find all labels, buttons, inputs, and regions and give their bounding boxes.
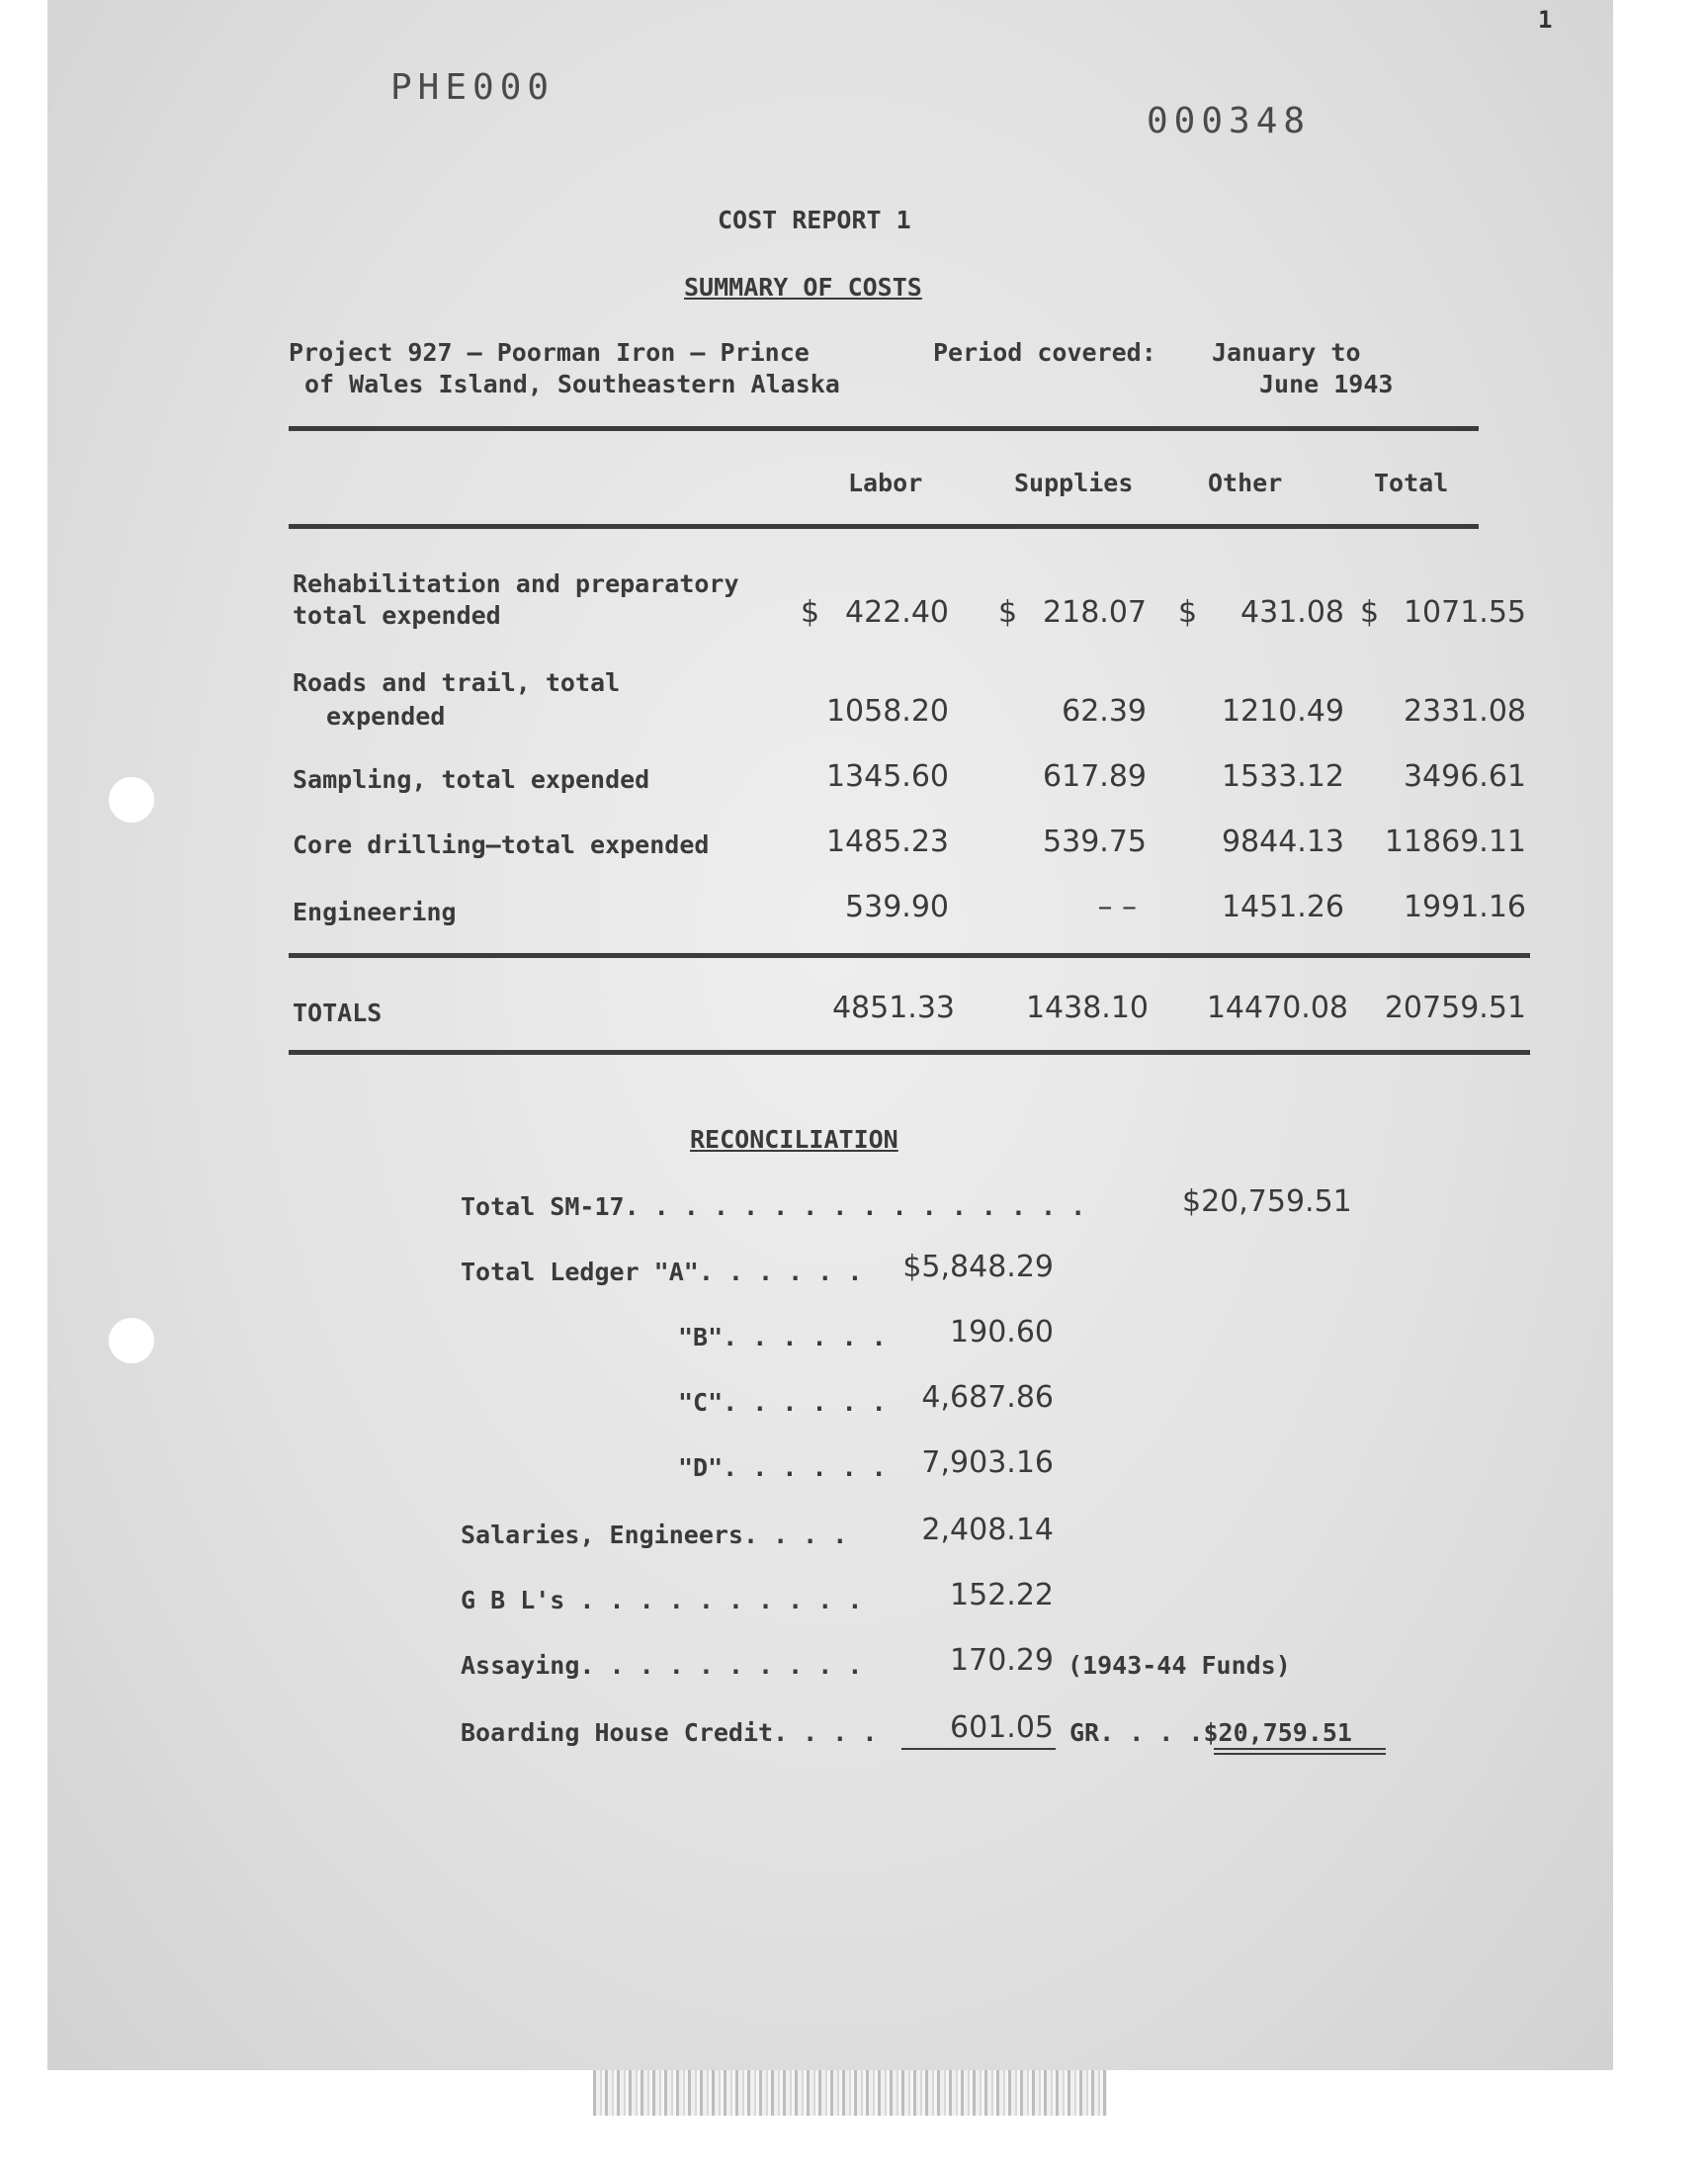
total-supplies: 1438.10 bbox=[1025, 991, 1149, 1025]
row-label: expended bbox=[326, 702, 446, 731]
row-label: total expended bbox=[293, 601, 501, 630]
table-top-rule bbox=[289, 426, 1479, 431]
recon-label: "B". . . . . . bbox=[678, 1323, 887, 1351]
totals-top-rule bbox=[289, 953, 1530, 958]
cell-labor: 1345.60 bbox=[825, 759, 949, 794]
cell-total: 11869.11 bbox=[1384, 825, 1526, 859]
recon-label: Assaying. . . . . . . . . . bbox=[461, 1651, 863, 1680]
cell-labor: 1058.20 bbox=[825, 694, 949, 729]
recon-label: Salaries, Engineers. . . . bbox=[461, 1521, 848, 1549]
period-line-1: January to bbox=[1212, 338, 1361, 367]
cell-total: 3496.61 bbox=[1403, 759, 1526, 794]
recon-amount: $5,848.29 bbox=[902, 1250, 1054, 1284]
cell-total: 2331.08 bbox=[1403, 694, 1526, 729]
total-labor: 4851.33 bbox=[831, 991, 955, 1025]
recon-label: "C". . . . . . bbox=[678, 1388, 887, 1417]
recon-amount: 190.60 bbox=[950, 1315, 1054, 1349]
period-label: Period covered: bbox=[933, 338, 1156, 367]
currency-symbol: $ bbox=[801, 595, 820, 630]
recon-extra: $20,759.51 bbox=[1182, 1184, 1352, 1219]
cell-other: 1451.26 bbox=[1221, 890, 1344, 924]
cell-other: 1533.12 bbox=[1221, 759, 1344, 794]
scan-artifact-stripe bbox=[593, 2070, 1107, 2116]
cell-labor: 422.40 bbox=[845, 595, 949, 630]
report-subtitle: SUMMARY OF COSTS bbox=[684, 273, 922, 302]
stamp-left: PHE000 bbox=[390, 67, 555, 108]
credit-underline bbox=[901, 1748, 1056, 1750]
recon-amount: 4,687.86 bbox=[921, 1380, 1054, 1415]
cell-supplies: – – bbox=[1097, 890, 1137, 924]
cell-supplies: 62.39 bbox=[1062, 694, 1147, 729]
table-header-rule bbox=[289, 524, 1479, 529]
cell-total: 1991.16 bbox=[1403, 890, 1526, 924]
cell-labor: 539.90 bbox=[845, 890, 949, 924]
page-number: 1 bbox=[1538, 6, 1553, 34]
recon-extra: GR. . . .$20,759.51 bbox=[1069, 1718, 1352, 1747]
cell-other: 9844.13 bbox=[1221, 825, 1344, 859]
recon-extra: (1943-44 Funds) bbox=[1068, 1651, 1291, 1680]
cell-supplies: 617.89 bbox=[1043, 759, 1147, 794]
cell-total: 1071.55 bbox=[1403, 595, 1526, 630]
col-header-labor: Labor bbox=[848, 469, 923, 497]
recon-label: Boarding House Credit. . . . bbox=[461, 1718, 878, 1747]
col-header-supplies: Supplies bbox=[1014, 469, 1134, 497]
recon-amount: 2,408.14 bbox=[921, 1513, 1054, 1547]
cell-other: 1210.49 bbox=[1221, 694, 1344, 729]
currency-symbol: $ bbox=[998, 595, 1018, 630]
cell-supplies: 539.75 bbox=[1043, 825, 1147, 859]
recon-amount: 601.05 bbox=[950, 1710, 1054, 1745]
cell-other: 431.08 bbox=[1240, 595, 1344, 630]
recon-amount: 170.29 bbox=[950, 1643, 1054, 1678]
scanned-page bbox=[47, 0, 1613, 2070]
reconciliation-heading: RECONCILIATION bbox=[690, 1125, 898, 1154]
binder-hole-bottom bbox=[109, 1318, 154, 1363]
table-bottom-rule bbox=[289, 1050, 1530, 1055]
stamp-right: 000348 bbox=[1147, 101, 1312, 141]
totals-label: TOTALS bbox=[293, 999, 383, 1027]
total-other: 14470.08 bbox=[1206, 991, 1348, 1025]
project-line-2: of Wales Island, Southeastern Alaska bbox=[304, 370, 840, 398]
project-line-1: Project 927 – Poorman Iron – Prince bbox=[289, 338, 810, 367]
binder-hole-top bbox=[109, 777, 154, 823]
col-header-total: Total bbox=[1374, 469, 1449, 497]
col-header-other: Other bbox=[1208, 469, 1283, 497]
total-total: 20759.51 bbox=[1384, 991, 1526, 1025]
recon-amount: 152.22 bbox=[950, 1578, 1054, 1612]
recon-amount: 7,903.16 bbox=[921, 1445, 1054, 1480]
period-line-2: June 1943 bbox=[1259, 370, 1394, 398]
row-label: Sampling, total expended bbox=[293, 765, 650, 794]
recon-label: "D". . . . . . bbox=[678, 1453, 887, 1482]
recon-label: G B L's . . . . . . . . . . bbox=[461, 1586, 863, 1614]
grand-total-double-underline bbox=[1214, 1748, 1386, 1755]
row-label: Rehabilitation and preparatory bbox=[293, 569, 739, 598]
row-label: Engineering bbox=[293, 898, 457, 926]
currency-symbol: $ bbox=[1360, 595, 1380, 630]
row-label: Core drilling–total expended bbox=[293, 830, 710, 859]
row-label: Roads and trail, total bbox=[293, 668, 621, 697]
currency-symbol: $ bbox=[1178, 595, 1198, 630]
cell-labor: 1485.23 bbox=[825, 825, 949, 859]
report-title: COST REPORT 1 bbox=[718, 206, 911, 234]
recon-label: Total Ledger "A". . . . . . bbox=[461, 1258, 863, 1286]
cell-supplies: 218.07 bbox=[1043, 595, 1147, 630]
recon-label: Total SM-17. . . . . . . . . . . . . . . . bbox=[461, 1192, 1086, 1221]
